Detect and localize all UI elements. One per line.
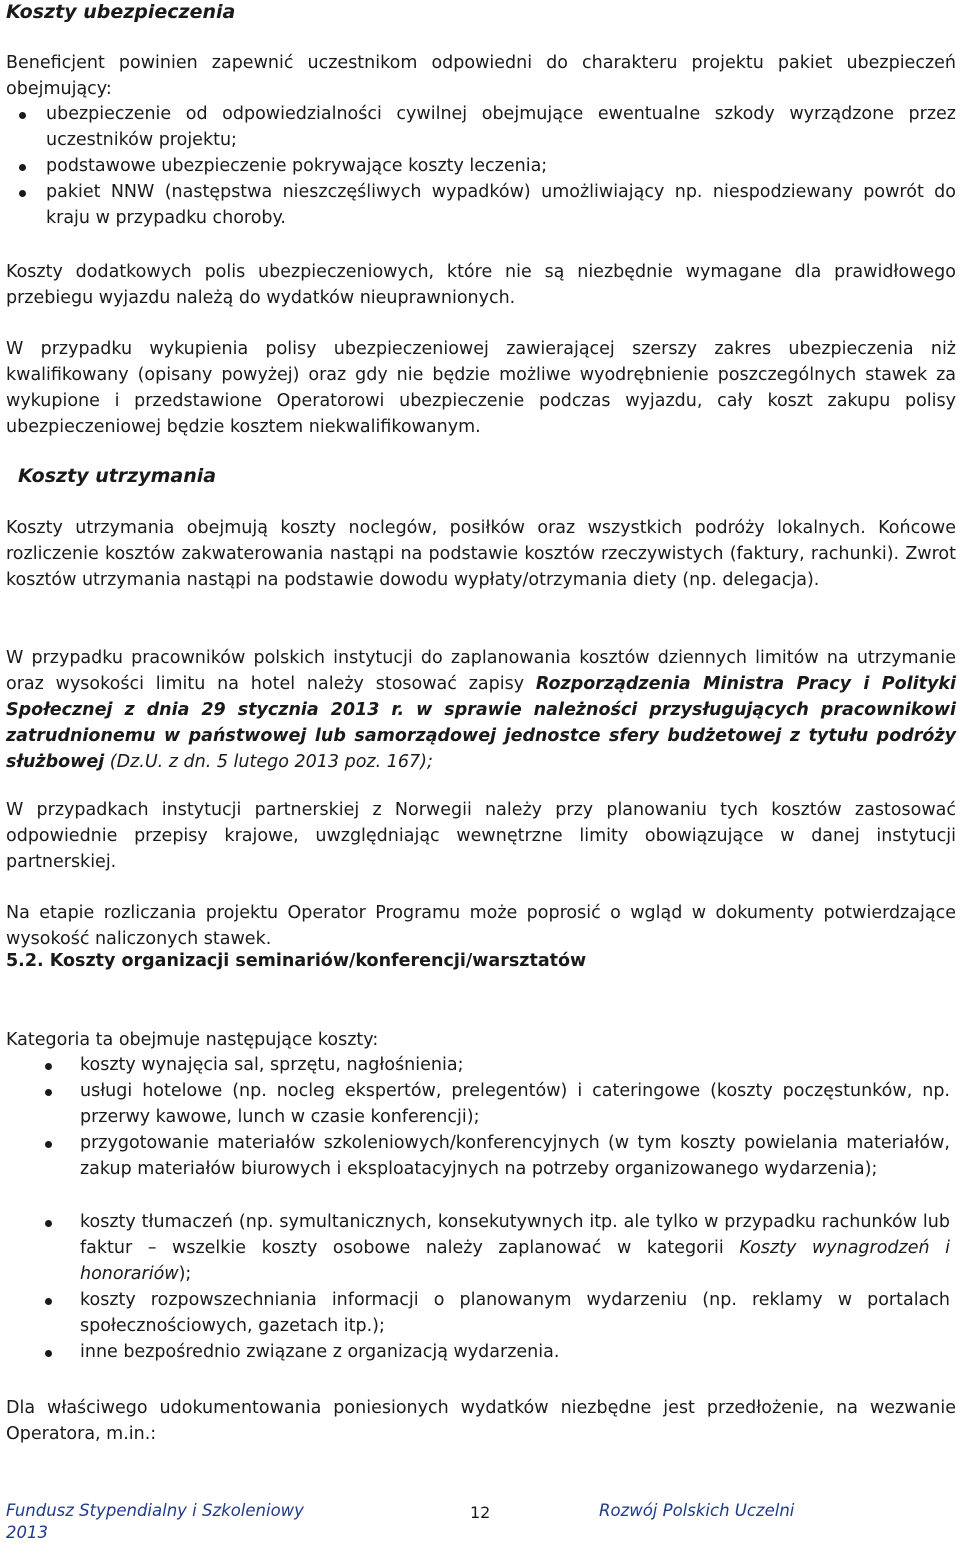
heading-subsistence-costs: Koszty utrzymania [18, 465, 217, 487]
seminar-bullet-other: inne bezpośrednio związane z organizacją wydarzenia. [80, 1342, 560, 1362]
bullet-dot [45, 1063, 52, 1070]
seminar-bullet-rooms: koszty wynajęcia sal, sprzętu, nagłośnienia; [80, 1055, 464, 1075]
footer-program-name: Fundusz Stypendialny i Szkoleniowy 2013 [6, 1501, 304, 1542]
seminar-bullet-hotel: usługi hotelowe (np. nocleg ekspertów, prelegentów) i cateringowe (koszty poczęstunków, np. przerwy kawowe, lunch w czasie konferencji); [80, 1081, 950, 1127]
documentation-requirement: Dla właściwego udokumentowania poniesionych wydatków niezbędne jest przedłożenie, na wezwanie Operatora, m.in.: [6, 1398, 956, 1444]
translation-text-end: ); [178, 1264, 192, 1284]
subsistence-polish-institutions [6, 645, 956, 775]
insurance-bullet-liability: ubezpieczenie od odpowiedzialności cywilnej obejmujące ewentualne szkody wyrządzone przez uczestników projektu; [46, 104, 956, 150]
insurance-additional-policies: Koszty dodatkowych polis ubezpieczeniowych, które nie są niezbędnie wymagane dla prawidłowego przebiegu wyjazdu należą do wydatków nieuprawnionych. [6, 262, 956, 308]
bullet-dot [45, 1141, 52, 1148]
bullet-dot [19, 190, 26, 197]
regulation-reference: (Dz.U. z dn. 5 lutego 2013 poz. 167); [104, 752, 433, 772]
regulation-title: Rozporządzenia Ministra Pracy i Polityki Społecznej z dnia 29 stycznia 2013 r. w sprawie należności przysługujących pracownikowi zatrudnionemu w państwowej lub samorządowej jednostce sfery budżetowej z tytułu podróży służbowej [6, 674, 957, 772]
bullet-dot [19, 112, 26, 119]
seminar-costs-intro: Kategoria ta obejmuje następujące koszty: [6, 1030, 379, 1050]
insurance-bullet-medical: podstawowe ubezpieczenie pokrywające koszty leczenia; [46, 156, 548, 176]
heading-insurance-costs: Koszty ubezpieczenia [6, 1, 236, 23]
section-5-2-heading [6, 951, 586, 971]
salary-category-name: Koszty wynagrodzeń i honorariów [80, 1238, 950, 1284]
subsistence-definition: Koszty utrzymania obejmują koszty noclegów, posiłków oraz wszystkich podróży lokalnych. Końcowe rozliczenie kosztów zakwaterowania nastąpi na podstawie kosztów rzeczywistych (faktury, rachunki). Zwrot kosztów utrzymania nastąpi na podstawie dowodu wypłaty/otrzymania diety (np. delegacja). [6, 518, 956, 590]
section-number: 5.2. [6, 951, 44, 971]
subsistence-norway-partners: W przypadkach instytucji partnerskiej z Norwegii należy przy planowaniu tych kosztów zastosować odpowiednie przepisy krajowe, uwzględniając wewnętrzne limity obowiązujące w danej instytucji partnerskiej. [6, 800, 956, 872]
insurance-bullet-nnw: pakiet NNW (następstwa nieszczęśliwych wypadków) umożliwiający np. niespodziewany powrót do kraju w przypadku choroby. [46, 182, 956, 228]
section-title: Koszty organizacji seminariów/konferencji/warsztatów [49, 951, 587, 971]
page-number: 12 [470, 1503, 491, 1522]
bullet-dot [45, 1089, 52, 1096]
bullet-dot [45, 1350, 52, 1357]
bullet-dot [45, 1220, 52, 1227]
bullet-dot [45, 1298, 52, 1305]
seminar-bullet-promotion: koszty rozpowszechniania informacji o planowanym wydarzeniu (np. reklamy w portalach społecznościowych, gazetach itp.); [80, 1290, 950, 1336]
insurance-intro: Beneficjent powinien zapewnić uczestnikom odpowiedni do charakteru projektu pakiet ubezpieczeń obejmujący: [6, 53, 956, 99]
footer-program-subtitle: Rozwój Polskich Uczelni [599, 1501, 795, 1520]
regulation-intro-text: W przypadku pracowników polskich instytucji do zaplanowania kosztów dziennych limitów na utrzymanie oraz wysokości limitu na hotel należy stosować zapisy [6, 648, 956, 694]
seminar-bullet-translation [80, 1209, 950, 1287]
translation-text: koszty tłumaczeń (np. symultanicznych, konsekutywnych itp. ale tylko w przypadku rachunków lub faktur – wszelkie koszty osobowe należy zaplanować w kategorii [80, 1212, 950, 1258]
subsistence-documents-request: Na etapie rozliczania projektu Operator Programu może poprosić o wgląd w dokumenty potwierdzające wysokość naliczonych stawek. [6, 903, 956, 949]
insurance-wider-policy: W przypadku wykupienia polisy ubezpieczeniowej zawierającej szerszy zakres ubezpieczenia niż kwalifikowany (opisany powyżej) oraz gdy nie będzie możliwe wyodrębnienie poszczególnych stawek za wykupione i przedstawione Operatorowi ubezpieczenie podczas wyjazdu, cały koszt zakupu polisy ubezpieczeniowej będzie kosztem niekwalifikowanym. [6, 339, 956, 437]
bullet-dot [19, 164, 26, 171]
seminar-bullet-materials: przygotowanie materiałów szkoleniowych/konferencyjnych (w tym koszty powielania materiałów, zakup materiałów biurowych i eksploatacyjnych na potrzeby organizowanego wydarzenia); [80, 1133, 950, 1179]
